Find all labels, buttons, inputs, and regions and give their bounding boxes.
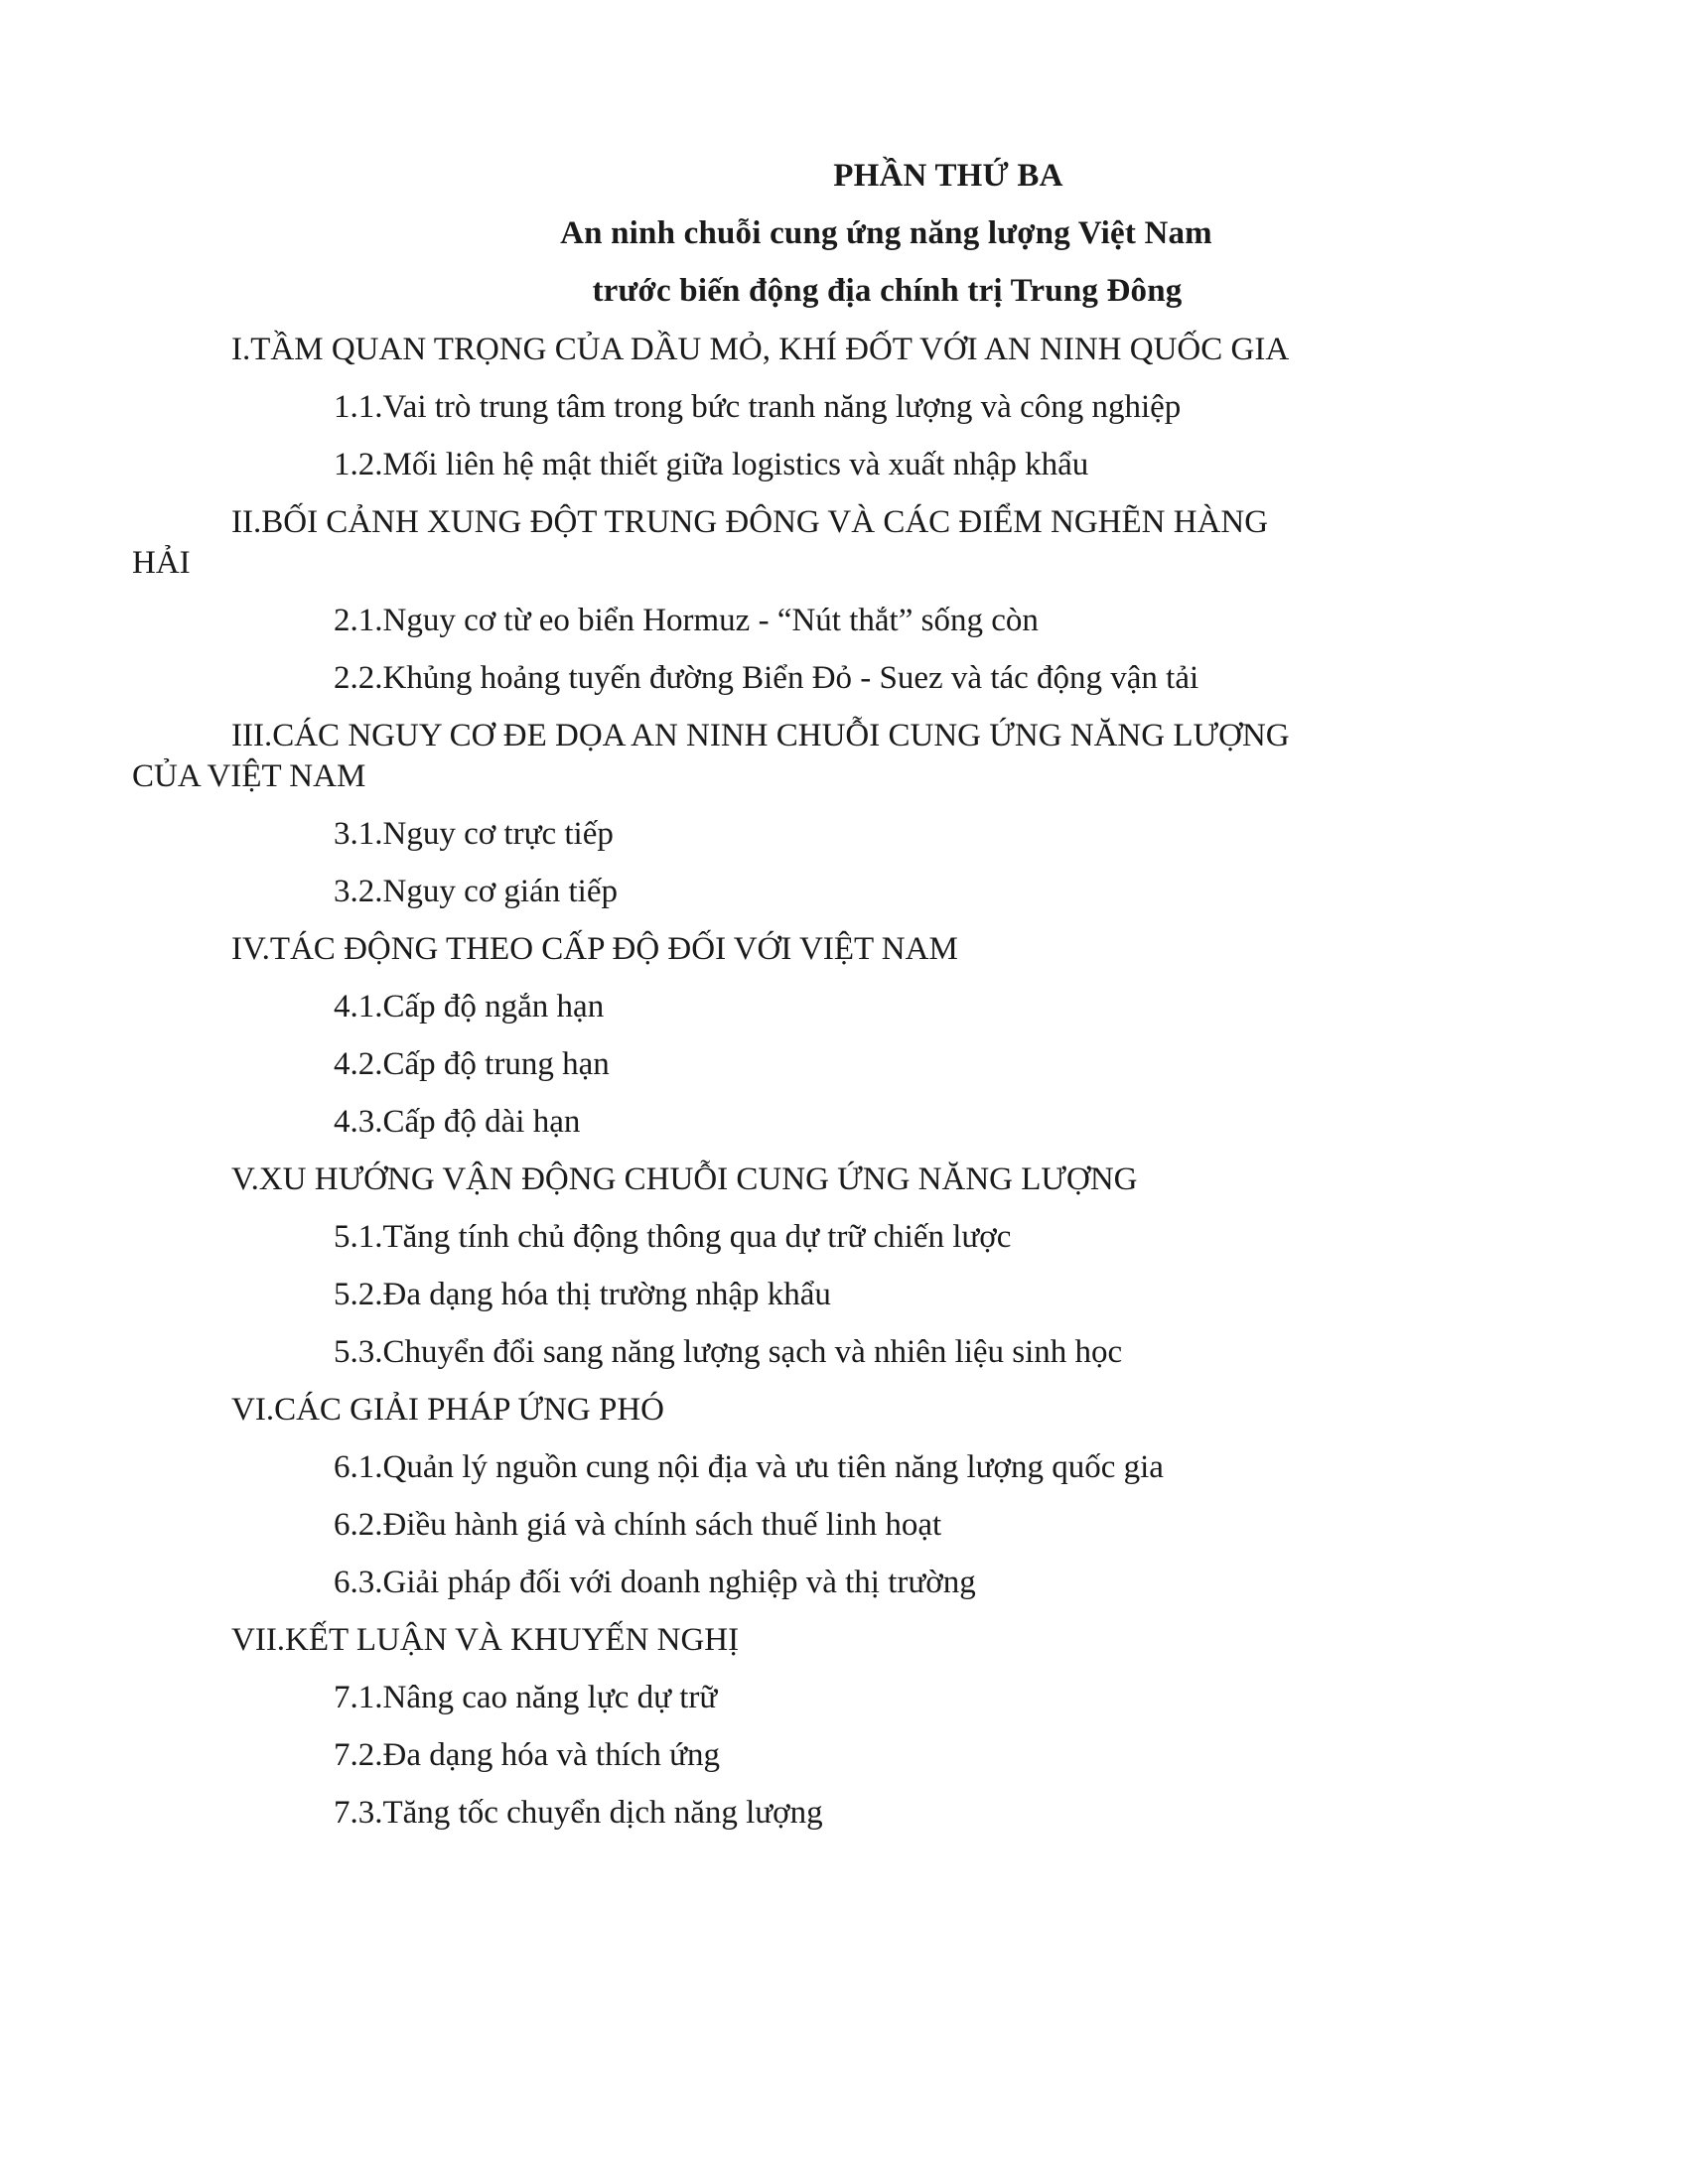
toc-section-heading — [0, 1152, 1489, 1209]
toc-entry-text: 2.2.Khủng hoảng tuyến đường Biển Đỏ - Suez và tác động vận tải — [334, 660, 1199, 696]
toc-entry-text: 7.3.Tăng tốc chuyển dịch năng lượng — [334, 1795, 823, 1831]
toc-subsection-item — [0, 1036, 1688, 1094]
toc-entry-text: 3.1.Nguy cơ trực tiếp — [334, 816, 614, 852]
toc-section-heading — [0, 494, 1489, 593]
toc-entry-text: 7.2.Đa dạng hóa và thích ứng — [334, 1737, 721, 1773]
toc-subsection-item — [0, 437, 1688, 494]
toc-subsection-item — [0, 1785, 1688, 1843]
toc-entry-text: V.XU HƯỚNG VẬN ĐỘNG CHUỖI CUNG ỨNG NĂNG LƯỢNG — [231, 1161, 1138, 1197]
toc-section-heading — [0, 1612, 1489, 1670]
toc-entry-text: 1.2.Mối liên hệ mật thiết giữa logistics và xuất nhập khẩu — [334, 447, 1089, 482]
toc-subsection-item — [0, 806, 1688, 864]
toc-entry-text: 1.1.Vai trò trung tâm trong bức tranh năng lượng và công nghiệp — [334, 389, 1182, 425]
toc-subsection-item — [0, 1670, 1688, 1727]
toc-entry-text: 6.1.Quản lý nguồn cung nội địa và ưu tiên năng lượng quốc gia — [334, 1449, 1164, 1485]
document-title-line-1: An ninh chuỗi cung ứng năng lượng Việt Nam — [560, 215, 1212, 251]
toc-entry-text: VI.CÁC GIẢI PHÁP ỨNG PHÓ — [231, 1392, 664, 1428]
toc-entry-text: 4.2.Cấp độ trung hạn — [334, 1046, 610, 1082]
toc-subsection-item — [0, 1497, 1688, 1555]
toc-subsection-item — [0, 1209, 1688, 1267]
table-of-contents — [0, 322, 1688, 1843]
toc-entry-text: IV.TÁC ĐỘNG THEO CẤP ĐỘ ĐỐI VỚI VIỆT NAM — [231, 931, 958, 967]
toc-entry-text: 6.3.Giải pháp đối với doanh nghiệp và thị trường — [334, 1565, 976, 1600]
toc-section-heading — [0, 322, 1489, 379]
document-header — [0, 147, 1688, 320]
toc-entry-text: VII.KẾT LUẬN VÀ KHUYẾN NGHỊ — [231, 1622, 740, 1658]
toc-subsection-item — [0, 650, 1688, 708]
toc-subsection-item — [0, 1555, 1688, 1612]
part-label: PHẦN THỨ BA — [833, 158, 1063, 194]
toc-subsection-item — [0, 1324, 1688, 1382]
toc-entry-text: II.BỐI CẢNH XUNG ĐỘT TRUNG ĐÔNG VÀ CÁC ĐIỂM NGHẼN HÀNG HẢI — [132, 504, 1277, 581]
toc-entry-text: 4.1.Cấp độ ngắn hạn — [334, 989, 605, 1024]
toc-section-heading — [0, 708, 1489, 806]
toc-entry-text: 2.1.Nguy cơ từ eo biển Hormuz - “Nút thắt” sống còn — [334, 603, 1039, 638]
toc-entry-text: 7.1.Nâng cao năng lực dự trữ — [334, 1680, 718, 1715]
toc-entry-text: 5.3.Chuyển đổi sang năng lượng sạch và nhiên liệu sinh học — [334, 1334, 1123, 1370]
toc-entry-text: 4.3.Cấp độ dài hạn — [334, 1104, 581, 1140]
toc-subsection-item — [0, 593, 1688, 650]
toc-entry-text: 5.1.Tăng tính chủ động thông qua dự trữ chiến lược — [334, 1219, 1012, 1255]
toc-entry-text: 6.2.Điều hành giá và chính sách thuế linh hoạt — [334, 1507, 942, 1543]
toc-subsection-item — [0, 1727, 1688, 1785]
toc-entry-text: 5.2.Đa dạng hóa thị trường nhập khẩu — [334, 1277, 831, 1312]
toc-subsection-item — [0, 864, 1688, 921]
toc-section-heading — [0, 1382, 1489, 1439]
toc-subsection-item — [0, 1439, 1688, 1497]
document-title-line-2: trước biến động địa chính trị Trung Đông — [592, 273, 1183, 309]
toc-subsection-item — [0, 1267, 1688, 1324]
toc-entry-text: I.TẦM QUAN TRỌNG CỦA DẦU MỎ, KHÍ ĐỐT VỚI AN NINH QUỐC GIA — [231, 332, 1290, 367]
toc-entry-text: 3.2.Nguy cơ gián tiếp — [334, 874, 618, 909]
toc-subsection-item — [0, 979, 1688, 1036]
toc-subsection-item — [0, 1094, 1688, 1152]
toc-subsection-item — [0, 379, 1688, 437]
toc-entry-text: III.CÁC NGUY CƠ ĐE DỌA AN NINH CHUỖI CUNG ỨNG NĂNG LƯỢNG CỦA VIỆT NAM — [132, 718, 1298, 794]
toc-section-heading — [0, 921, 1489, 979]
